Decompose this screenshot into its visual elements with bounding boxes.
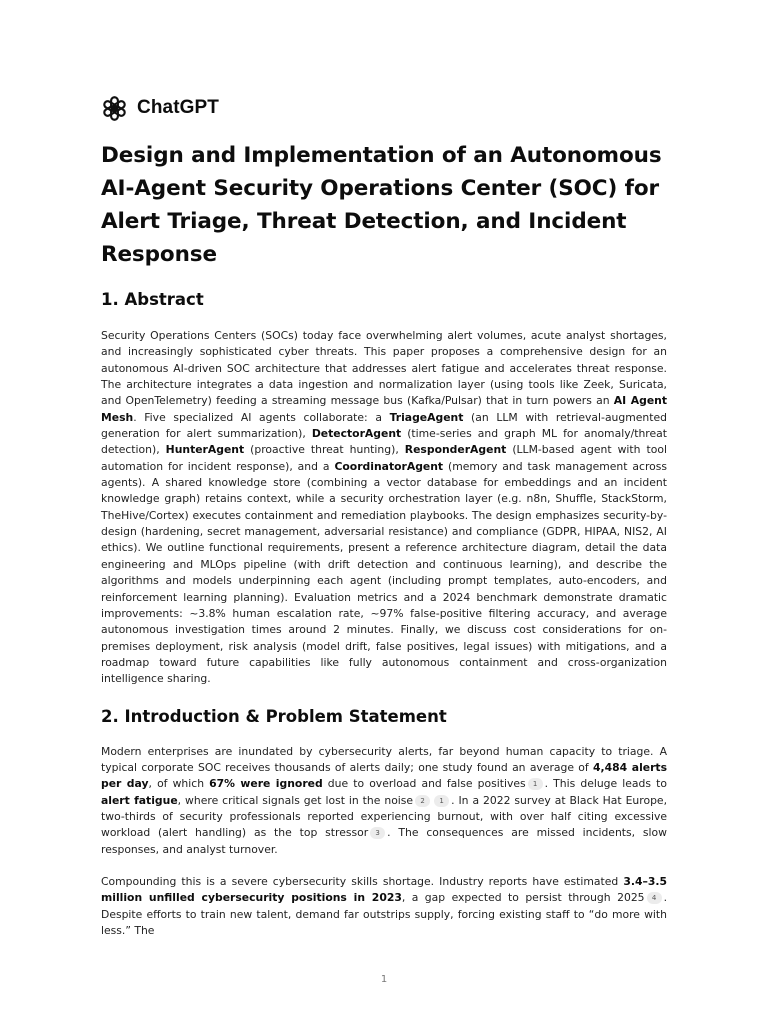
citation-badge[interactable]: 3 — [370, 827, 385, 839]
citation-badge[interactable]: 4 — [647, 892, 662, 904]
document-page — [101, 94, 667, 939]
citation-badge[interactable]: 2 — [415, 795, 430, 807]
brand-name: ChatGPT — [137, 97, 219, 118]
introduction-paragraph-2: Compounding this is a severe cybersecurity skills shortage. Industry reports have estimated 3.4–3.5 million unfilled cybersecurity positions in 2023, a gap expected to persist through 2025 4 . Despite efforts to train new talent, demand far outstrips supply, forcing existing staff to “do more with less.” The — [101, 874, 667, 937]
abstract-heading: 1. Abstract — [101, 290, 204, 309]
page-number: 1 — [380, 974, 388, 985]
openai-logo-icon — [101, 95, 128, 122]
introduction-paragraph-1: Modern enterprises are inundated by cybersecurity alerts, far beyond human capacity to triage. A typical corporate SOC receives thousands of alerts daily; one study found an average of 4,484 alerts per day, of which 67% were ignored due to overload and false positives 1 . This deluge leads to alert fatigue, where critical signals get lost in the noise 2 1 . In a 2022 survey at Black Hat Europe, two-thirds of security professionals reported experiencing burnout, with over half citing excessive workload (alert handling) as the top stressor 3 . The consequences are missed incidents, slow responses, and analyst turnover. — [101, 744, 668, 856]
document-title: Design and Implementation of an Autonomous AI-Agent Security Operations Center (SOC) for Alert Triage, Threat Detection, and Incident Response — [101, 143, 662, 267]
abstract-paragraph: Security Operations Centers (SOCs) today face overwhelming alert volumes, acute analyst shortages, and increasingly sophisticated cyber threats. This paper proposes a comprehensive design for an autonomous AI-driven SOC architecture that addresses alert fatigue and accelerates threat response. The architecture integrates a data ingestion and normalization layer (using tools like Zeek, Suricata, and OpenTelemetry) feeding a streaming message bus (Kafka/Pulsar) that in turn powers an AI Agent Mesh. Five specialized AI agents collaborate: a TriageAgent (an LLM with retrieval-augmented generation for alert summarization), DetectorAgent (time-series and graph ML for anomaly/threat detection), HunterAgent (proactive threat hunting), ResponderAgent (LLM-based agent with tool automation for incident response), and a CoordinatorAgent (memory and task management across agents). A shared knowledge store (combining a vector database for embeddings and an incident knowledge graph) retains context, while a security orchestration layer (e.g. n8n, Shuffle, StackStorm, TheHive/Cortex) executes containment and remediation playbooks. The design emphasizes security-by-design (hardening, secret management, adversarial resistance) and compliance (GDPR, HIPAA, NIS2, AI ethics). We outline functional requirements, present a reference architecture diagram, detail the data engineering and MLOps pipeline (with drift detection and continuous learning), and describe the algorithms and models underpinning each agent (including prompt templates, auto-encoders, and reinforcement learning planning). Evaluation metrics and a 2024 benchmark demonstrate dramatic improvements: ~3.8% human escalation rate, ~97% false-positive filtering accuracy, and average autonomous investigation times around 2 minutes. Finally, we discuss cost considerations for on-premises deployment, risk analysis (model drift, false positives, legal issues) with mitigations, and a roadmap toward future capabilities like fully autonomous containment and cross-organization intelligence sharing. — [101, 329, 668, 686]
brand-header — [101, 94, 667, 122]
citation-badge[interactable]: 1 — [434, 795, 449, 807]
introduction-heading: 2. Introduction & Problem Statement — [101, 706, 447, 726]
citation-badge[interactable]: 1 — [528, 778, 543, 790]
